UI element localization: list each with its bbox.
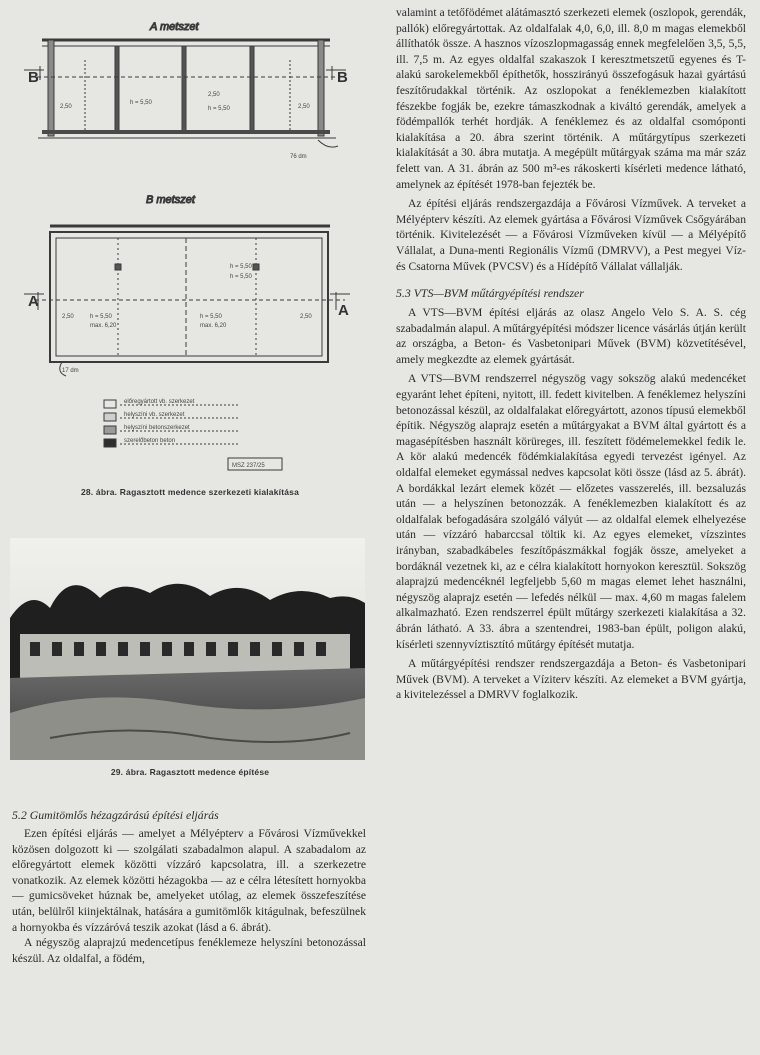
section-5-2 — [12, 808, 366, 966]
dim-label: h = 5,50 — [208, 106, 230, 112]
marker-a-right: A — [338, 302, 349, 319]
legend-item: helyszíni betonszerkezet — [124, 425, 190, 431]
section-heading: 5.2 Gumitömlős hézagzárású építési eljárás — [12, 808, 219, 822]
section-a-label: A metszet — [150, 21, 199, 33]
dim-label: h = 5,50 — [130, 100, 152, 106]
right-text — [396, 5, 746, 703]
dim-label: h = 5,50 — [230, 274, 252, 280]
marker-b-right: B — [337, 69, 348, 86]
dim-label: h = 5,50 — [230, 264, 252, 270]
paragraph: A VTS—BVM rendszerrel négyszög vagy sokszög alakú medencéket egyaránt lehet építeni, nyitott, ill. fedett kivitelben. A fenéklemez helyszíni betonozással készül, az oldalfalakat előregyártott, azonos típusú elemekből építik. Négyszög alaprajz esetén a műtárgyakat a BVM által gyártott és a magasépítésben használt körüreges, ill. feszített födémelemekkel fedik le. A kör alakú medencék födémkialakítása egyedi tervezést igényel. Az oldalfal elemeket egymással nedves kapcsolat köti össze (lásd az 5. ábrát). A bordákkal lezárt elemek közét — előzetes vasszerelés, ill. bezsaluzás után — a helyszínen betonozzák. A fenéklemezben kialakított és az oldalfalak befogadására szolgáló vályút — az oldalfal elemek elhelyezése után — vízzáró habarccsal töltik ki. Az egyes elemeket, vízszintes irányban, szabadkábeles feszítőpászmákkal fogják össze, amelyeket a bordáknál vezetnek ki, az e célra kialakított hornyokon keresztül. Sokszög alaprajzú medencéknél legfeljebb 5,60 m magas elemet lehet használni, négyszög alaprajz esetén — lefedés nélkül — max. 4,60 m magas falelem alkalmazható. Ezen rendszerrel épült műtárgy szerkezeti kialakítása a 32. ábrán látható. A 33. ábra a szentendrei, 1983-ban épült, poligon alakú, kísérleti szennyvíztisztító műtárgy építését mutatja. — [396, 372, 746, 651]
dim-label: 2,50 — [208, 92, 220, 98]
dim-label: max. 6,20 — [200, 323, 227, 329]
dim-label: 2,50 — [60, 104, 72, 110]
figure-29-caption: 29. ábra. Ragasztott medence építése — [110, 767, 270, 777]
marker-a-left: A — [28, 293, 39, 310]
figure-29-photo — [10, 538, 365, 760]
figure-28-caption: 28. ábra. Ragasztott medence szerkezeti kialakítása — [80, 487, 300, 497]
legend-item: helyszíni vb. szerkezet — [124, 412, 185, 418]
paragraph: Az építési eljárás rendszergazdája a Fővárosi Vízművek. A terveket a Mélyépterv készíti. Az elemek gyártása a Fővárosi Vízművek Csőgyárában történik. Kivitelezését — a Fővárosi Vízműveken kívül — a Mélyépítő Vállalat, a Duna-menti Regionális Vízmű (DMRVV), a Pest megyei Víz- és Csatorna Művek (PVCSV) és a Hídépítő Vállalat vállalják. — [396, 197, 746, 273]
dim-label: 17 dm — [62, 368, 79, 374]
paragraph: A műtárgyépítési rendszer rendszergazdája a Beton- és Vasbetonipari Művek (BVM). A terveket a Víziterv készíti. Az elemeket a BVM gyártja, a kivitelezéssel a DMRVV foglalkozik. — [396, 657, 746, 702]
dim-label: 2,50 — [300, 314, 312, 320]
legend-item: előregyártott vb. szerkezet — [124, 399, 195, 405]
dim-label: 2,50 — [62, 314, 74, 320]
dim-label: h = 5,50 — [90, 314, 112, 320]
figure-28-drawing — [0, 0, 375, 500]
section-b-label: B metszet — [146, 194, 195, 206]
paragraph: Ezen építési eljárás — amelyet a Mélyépterv a Fővárosi Vízművekkel közösen dolgozott ki — szolgálati szabadalmon alapul. A szabadalom az előregyártott elemek közötti vízzáró kapcsolatra, ill. a szerkezetre vonatkozik. Az elemek közötti hézagokba — az e célra létesített hornyokba — gumicsöveket húznak be, amelyeket utólag, az elemek összefeszítése után, belülről kiinjektálnak, hatására a gumitömlők kitágulnak, befeszülnek a hornyokba és vízzáróvá teszik azokat (lásd a 6. ábrát). — [12, 827, 366, 934]
marker-b-left: B — [28, 69, 39, 86]
dim-label: 76 dm — [290, 154, 307, 160]
paragraph: A négyszög alaprajzú medencetípus fenéklemeze helyszíni betonozással készül. Az oldalfal, a födém, — [12, 936, 366, 965]
dim-label: h = 5,50 — [200, 314, 222, 320]
section-heading: 5.3 VTS—BVM műtárgyépítési rendszer — [396, 286, 584, 301]
dim-label: max. 6,20 — [90, 323, 117, 329]
paragraph: valamint a tetőfödémet alátámasztó szerkezeti elemek (oszlopok, gerendák, pallók) előregyártottak. Az oldalfalak 4,0, 6,0, ill. 8,0 m magas elemekből állíthatók össze. A hasznos vízoszlopmagasság ennek megfelelően 3,5, 5,5, ill. 7,5 m. Az egyes oldalfal szakaszok I keresztmetszetű egyenes és T-alakú sarokelemekből építhetők, hosszirányú összefogásuk hazai gyártású feszítőrudakkal történik. Az oszlopokat a fenéklemezben kialakított fészekbe fogják be, ezekre támaszkodnak a kiváltó gerendák, amelyek a födémpallók terhét hordják. A fenéklemez és az oldalfal csomóponti kialakítása a 20. ábra szerint történik. A műtárgytípus szerkezeti kialakítását a 30. ábra mutatja. A megépült műtárgyak száma ma már száz felett van. A 31. ábrán az 500 m³-es rákoskerti kísérleti medence látható, amelynek az építését 1978-ban fejezték be. — [396, 6, 746, 191]
legend-item: szerelőbeton beton — [124, 438, 176, 444]
dim-label: 2,50 — [298, 104, 310, 110]
paragraph: A VTS—BVM építési eljárás az olasz Angelo Velo S. A. S. cég szabadalmán alapul. A műtárgyépítési módszer licence vásárlás útján került az országba, a Beton- és Vasbetonipari Művek (BVM) közvetítésével, amely megkezdte az elemek gyártását. — [396, 306, 746, 366]
drawing-code: MSZ 237/25 — [232, 463, 265, 469]
